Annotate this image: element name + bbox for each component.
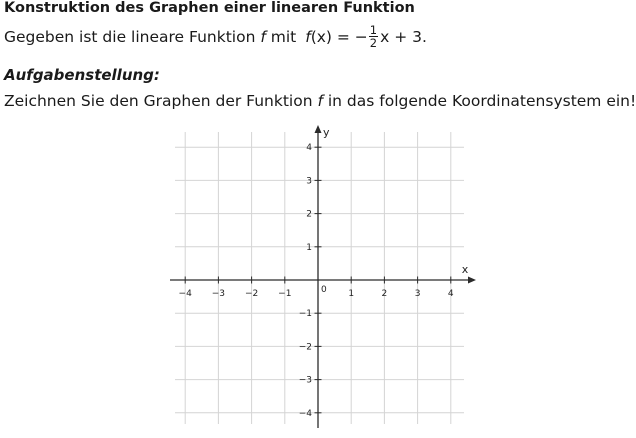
formula-lhs: (x) = − [310,27,368,46]
x-axis-label: x [461,263,469,276]
y-tick-label: −4 [298,408,312,419]
task-after: in das folgende Koordinatensystem ein! [322,92,636,110]
x-tick-label: −4 [178,289,192,299]
formula-f: f [305,27,311,46]
page-title: Konstruktion des Graphen einer linearen Funktion [4,0,415,16]
section-heading: Aufgabenstellung: [4,66,160,84]
fraction-numerator: 1 [369,23,378,37]
y-tick-label: 3 [306,176,312,187]
y-tick-label: −2 [298,342,312,353]
x-tick-label: 1 [348,289,355,299]
y-tick-label: 2 [306,209,312,220]
x-tick-label: 4 [447,289,454,299]
y-axis-arrow-icon [315,125,322,133]
x-tick-label: −3 [211,289,226,299]
given-mit: mit [270,27,297,46]
task-before: Zeichnen Sie den Graphen der Funktion [4,92,318,110]
y-tick-label: 4 [306,143,312,154]
x-tick-label: 2 [381,289,388,299]
y-tick-label: 1 [306,242,312,253]
task-function-name: f [317,92,323,110]
fraction-denominator: 2 [369,36,378,50]
x-tick-label: −2 [244,289,259,299]
x-axis-arrow-icon [468,277,476,284]
x-tick-label: 3 [414,289,421,299]
y-axis-label: y [323,126,330,139]
y-tick-label: −1 [298,309,312,320]
function-name: f [260,27,266,46]
given-text: Gegeben ist die lineare Funktion [4,27,256,46]
formula-rhs: x + 3. [380,27,427,46]
x-tick-label: −1 [278,289,292,299]
origin-label: 0 [321,285,327,295]
y-tick-label: −3 [298,375,312,386]
